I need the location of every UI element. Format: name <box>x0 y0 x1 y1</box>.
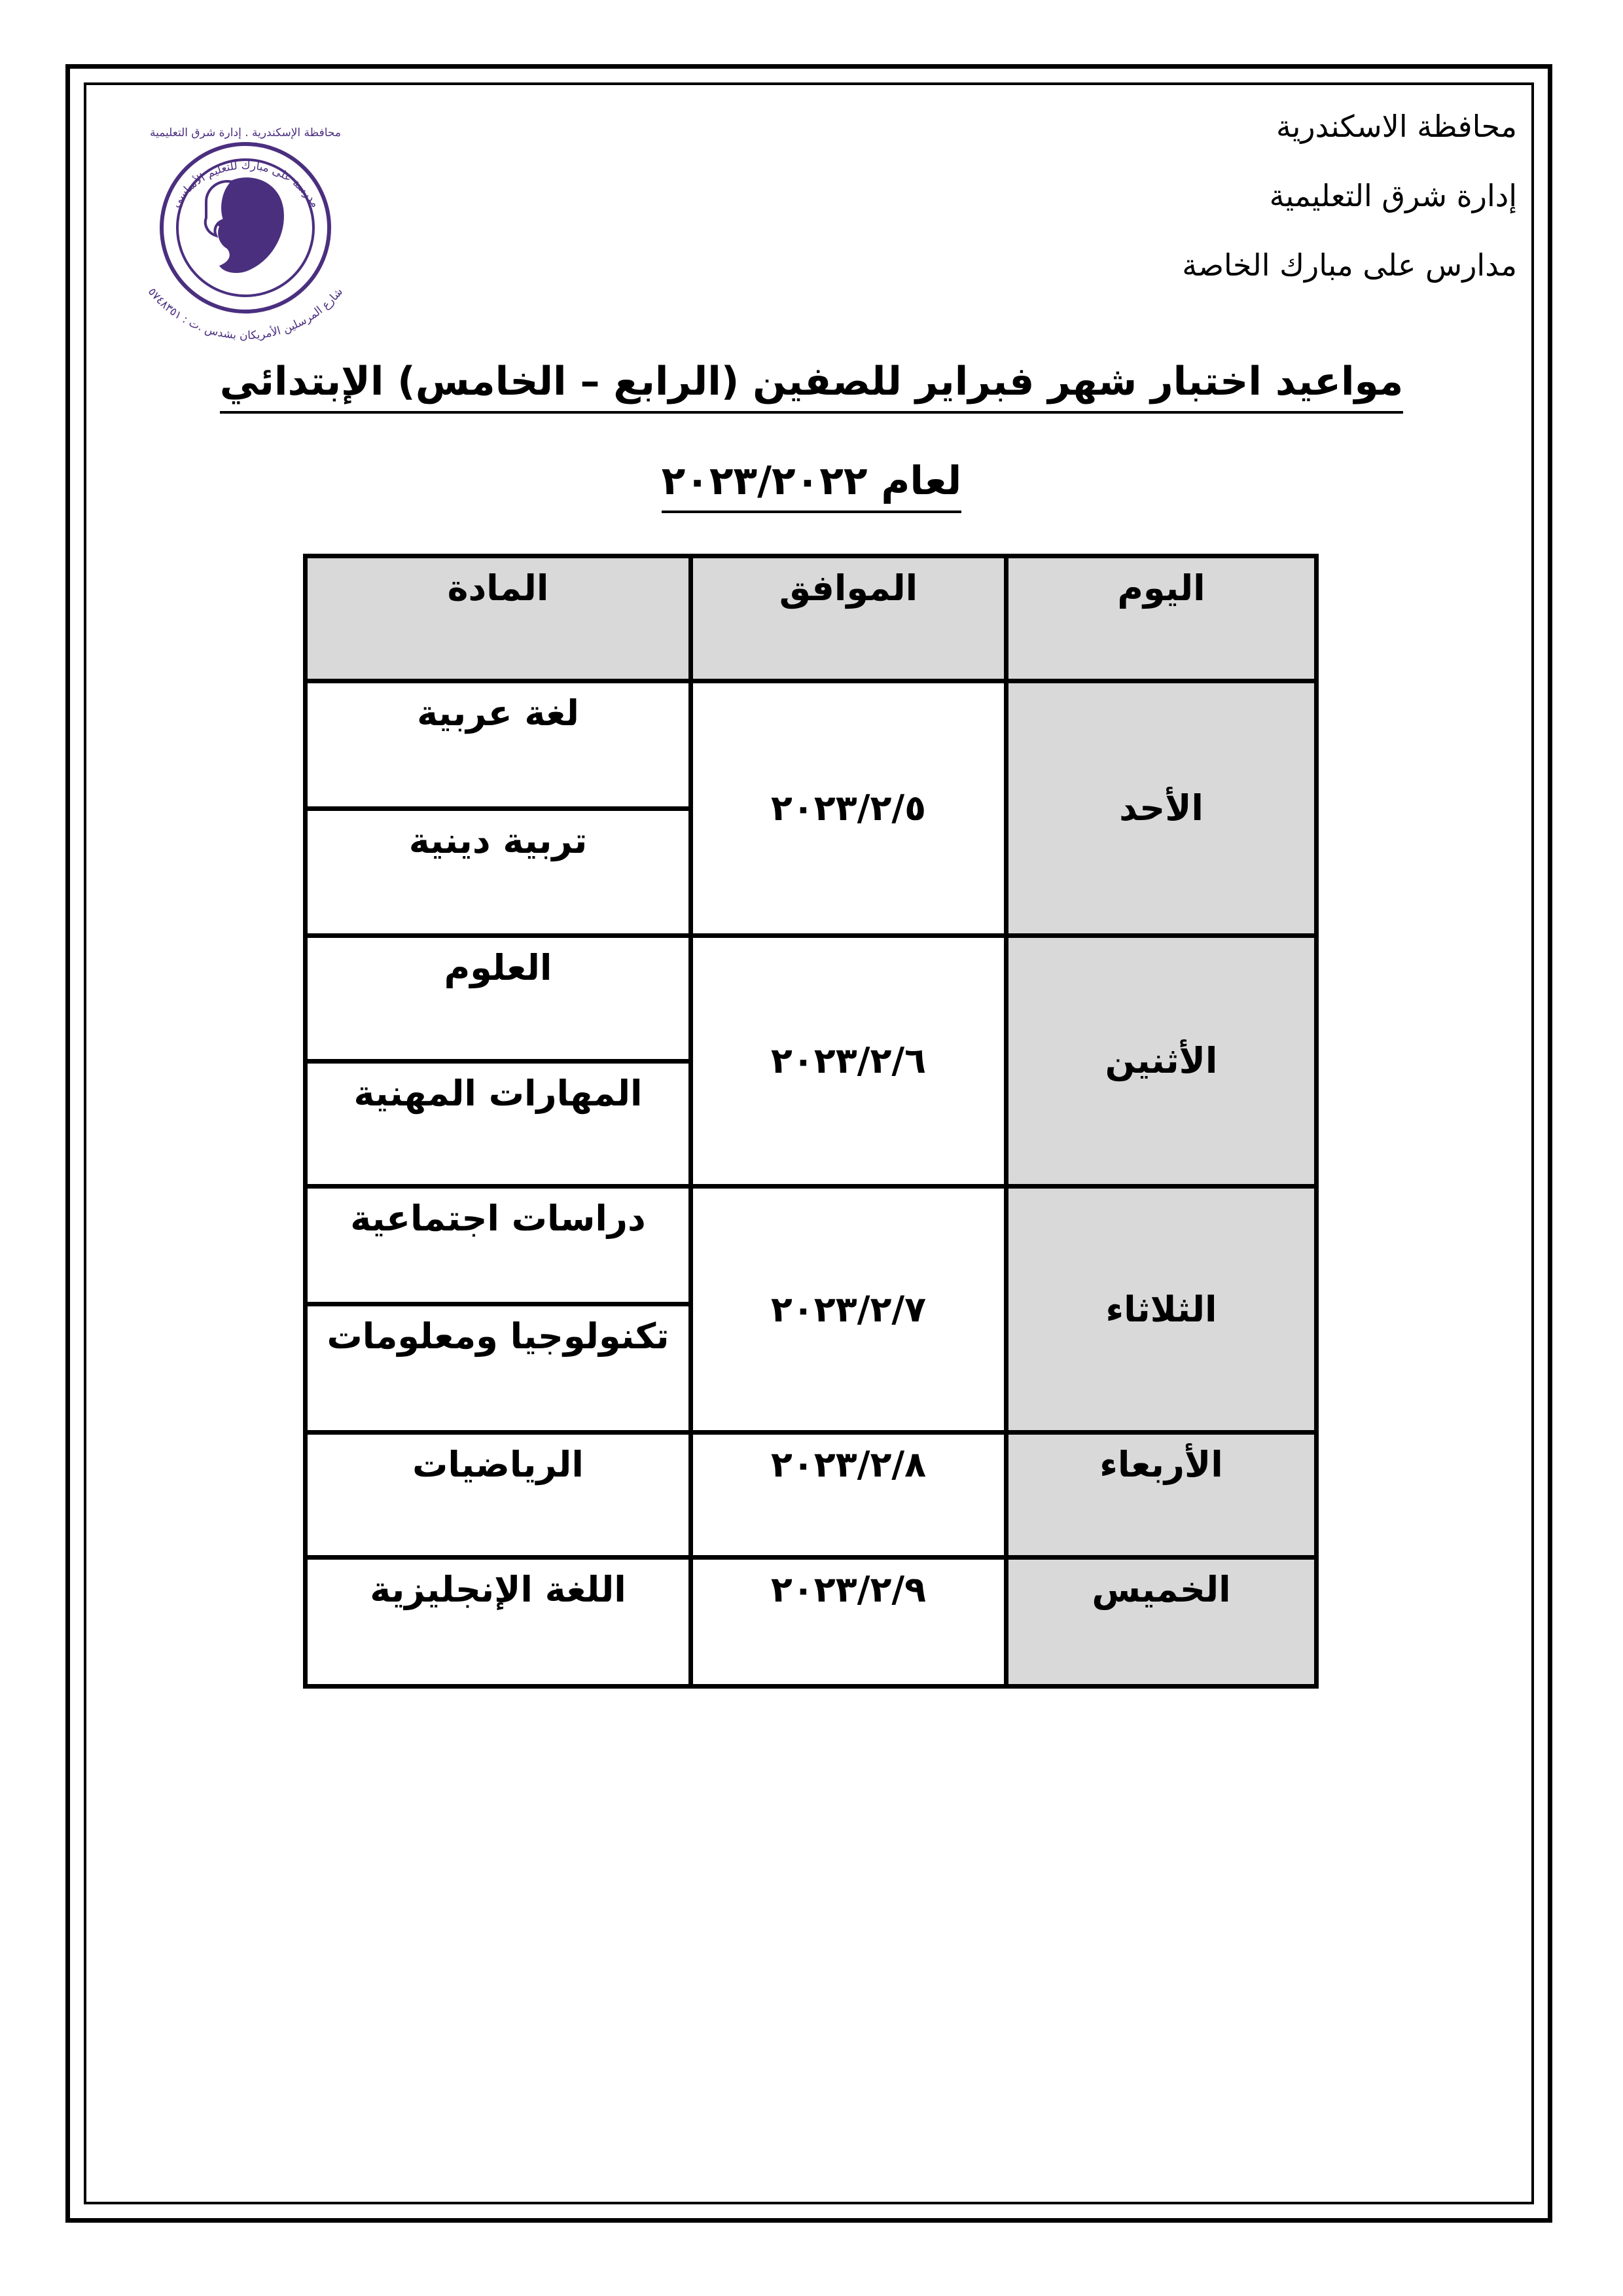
school-line: مدارس على مبارك الخاصة <box>1182 247 1517 283</box>
seal-bottom-text: شارع المرسلين الأمريكان بشدس .ت : ٥٧٤٨٣٥١ <box>145 285 346 343</box>
page-title <box>0 359 1623 404</box>
subject-cell: دراسات اجتماعية <box>306 1187 691 1304</box>
day-cell: الأثنين <box>1007 936 1317 1187</box>
svg-text:شارع المرسلين الأمريكان بشدس . <box>145 285 346 342</box>
subject-cell: تكنولوجيا ومعلومات <box>306 1304 691 1432</box>
page-subtitle <box>0 458 1623 504</box>
date-cell: ٢٠٢٣/٢/٩ <box>691 1558 1007 1687</box>
table-row <box>306 936 1317 1061</box>
day-cell: الأربعاء <box>1007 1433 1317 1558</box>
subject-cell: المهارات المهنية <box>306 1061 691 1186</box>
table-row <box>306 1187 1317 1304</box>
date-cell: ٢٠٢٣/٢/٧ <box>691 1187 1007 1433</box>
page-title-text: مواعيد اختبار شهر فبراير للصفين (الرابع – الخامس) الإبتدائي <box>220 359 1404 414</box>
header-subject: المادة <box>306 556 691 681</box>
administration-line: إدارة شرق التعليمية <box>1269 178 1517 213</box>
subject-cell: تربية دينية <box>306 808 691 935</box>
table-row <box>306 681 1317 808</box>
header-day: اليوم <box>1007 556 1317 681</box>
header-date: الموافق <box>691 556 1007 681</box>
date-cell: ٢٠٢٣/٢/٨ <box>691 1433 1007 1558</box>
subject-cell: العلوم <box>306 936 691 1061</box>
date-cell: ٢٠٢٣/٢/٦ <box>691 936 1007 1187</box>
seal-inner-text: مدرسة على مبارك للتعليم الأساسى <box>169 158 322 210</box>
subject-cell: الرياضيات <box>306 1433 691 1558</box>
school-seal-logo <box>108 110 383 346</box>
page-subtitle-text: لعام ٢٠٢٣/٢٠٢٢ <box>662 458 962 513</box>
table-row <box>306 1558 1317 1687</box>
date-cell: ٢٠٢٣/٢/٥ <box>691 681 1007 936</box>
table-header-row <box>306 556 1317 681</box>
day-cell: الخميس <box>1007 1558 1317 1687</box>
day-cell: الأحد <box>1007 681 1317 936</box>
subject-cell: اللغة الإنجليزية <box>306 1558 691 1687</box>
table-row <box>306 1433 1317 1558</box>
governorate-line: محافظة الاسكندرية <box>1275 109 1517 144</box>
subject-cell: لغة عربية <box>306 681 691 808</box>
seal-outer-text: محافظة الإسكندرية . إدارة شرق التعليمية <box>149 126 342 139</box>
letterhead <box>1182 111 1517 319</box>
exam-schedule-table <box>303 554 1319 1689</box>
day-cell: الثلاثاء <box>1007 1187 1317 1433</box>
